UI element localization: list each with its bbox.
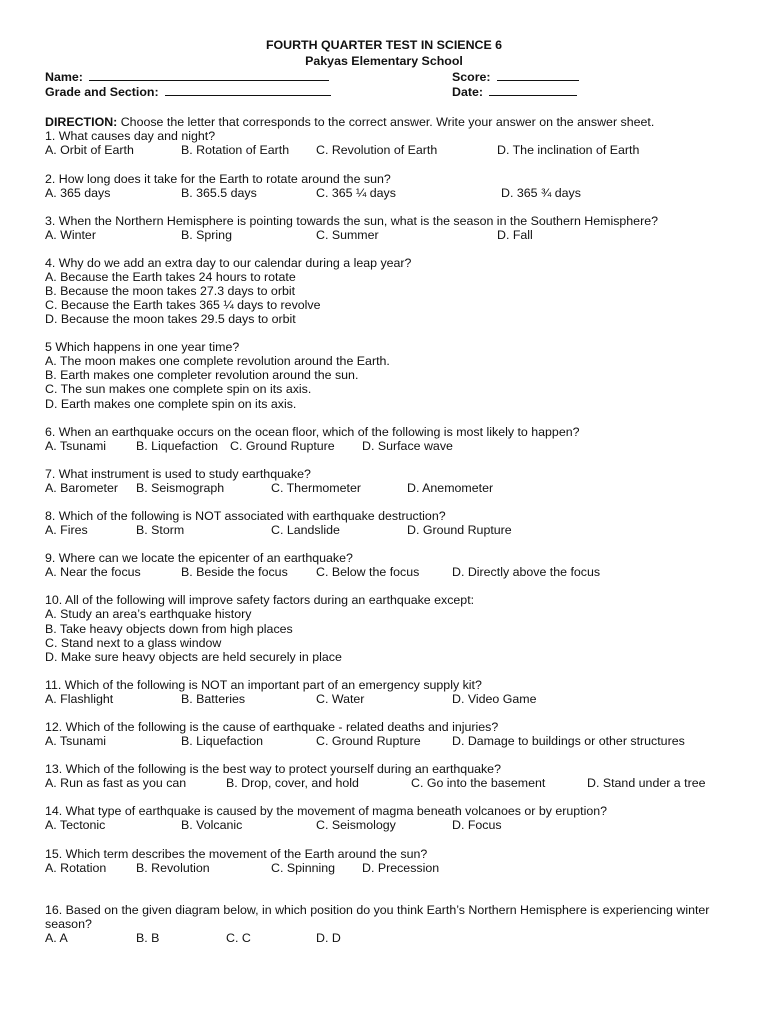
q2-option-c[interactable]: C. 365 ¼ days (316, 186, 396, 200)
q16-option-d[interactable]: D. D (316, 931, 341, 945)
q15-option-a[interactable]: A. Rotation (45, 861, 107, 875)
q4-option-b[interactable]: B. Because the moon takes 27.3 days to orbit (45, 284, 296, 298)
q9-option-b[interactable]: B. Beside the focus (181, 565, 288, 579)
q4-option-a[interactable]: A. Because the Earth takes 24 hours to rotate (45, 270, 296, 284)
date-blank[interactable] (489, 84, 577, 96)
score-field-row (452, 69, 579, 84)
q1-option-b[interactable]: B. Rotation of Earth (181, 143, 290, 157)
q6-option-a[interactable]: A. Tsunami (45, 439, 107, 453)
q8-option-a[interactable]: A. Fires (45, 523, 88, 537)
question-3: 3. When the Northern Hemisphere is pointing towards the sun, what is the season in the Southern Hemisphere? (45, 214, 658, 228)
q10-option-a[interactable]: A. Study an area’s earthquake history (45, 607, 252, 621)
q16-option-c[interactable]: C. C (226, 931, 251, 945)
q9-option-a[interactable]: A. Near the focus (45, 565, 141, 579)
q13-option-d[interactable]: D. Stand under a tree (587, 776, 706, 790)
q3-option-c[interactable]: C. Summer (316, 228, 379, 242)
q12-option-c[interactable]: C. Ground Rupture (316, 734, 421, 748)
question-12: 12. Which of the following is the cause of earthquake - related deaths and injuries? (45, 720, 499, 734)
question-1: 1. What causes day and night? (45, 129, 216, 143)
question-2: 2. How long does it take for the Earth to rotate around the sun? (45, 172, 391, 186)
q8-option-c[interactable]: C. Landslide (271, 523, 340, 537)
question-11: 11. Which of the following is NOT an important part of an emergency supply kit? (45, 678, 482, 692)
grade-field-row (45, 84, 331, 99)
date-label: Date: (452, 85, 483, 99)
school-name: Pakyas Elementary School (305, 54, 463, 68)
q15-option-c[interactable]: C. Spinning (271, 861, 336, 875)
q11-option-b[interactable]: B. Batteries (181, 692, 246, 706)
q11-option-a[interactable]: A. Flashlight (45, 692, 114, 706)
q10-option-b[interactable]: B. Take heavy objects down from high places (45, 622, 293, 636)
name-label: Name: (45, 70, 83, 84)
question-10: 10. All of the following will improve safety factors during an earthquake except: (45, 593, 475, 607)
q3-option-d[interactable]: D. Fall (497, 228, 533, 242)
q7-option-b[interactable]: B. Seismograph (136, 481, 225, 495)
score-label: Score: (452, 70, 491, 84)
q16-option-a[interactable]: A. A (45, 931, 68, 945)
q2-option-b[interactable]: B. 365.5 days (181, 186, 257, 200)
q10-option-d[interactable]: D. Make sure heavy objects are held securely in place (45, 650, 342, 664)
q16-option-b[interactable]: B. B (136, 931, 160, 945)
q15-option-b[interactable]: B. Revolution (136, 861, 210, 875)
question-16: 16. Based on the given diagram below, in which position do you think Earth’s Northern Hemisphere is experiencing winter (45, 903, 710, 917)
q12-option-b[interactable]: B. Liquefaction (181, 734, 263, 748)
q13-option-a[interactable]: A. Run as fast as you can (45, 776, 187, 790)
question-7: 7. What instrument is used to study earthquake? (45, 467, 311, 481)
q2-option-d[interactable]: D. 365 ¾ days (501, 186, 581, 200)
q7-option-a[interactable]: A. Barometer (45, 481, 118, 495)
q6-option-c[interactable]: C. Ground Rupture (230, 439, 335, 453)
grade-label: Grade and Section: (45, 85, 159, 99)
q13-option-c[interactable]: C. Go into the basement (411, 776, 546, 790)
q8-option-b[interactable]: B. Storm (136, 523, 185, 537)
q14-option-a[interactable]: A. Tectonic (45, 818, 106, 832)
direction-text: Choose the letter that corresponds to the correct answer. Write your answer on the answer sheet. (120, 115, 655, 129)
direction (45, 115, 654, 129)
q1-option-c[interactable]: C. Revolution of Earth (316, 143, 438, 157)
q11-option-c[interactable]: C. Water (316, 692, 365, 706)
question-13: 13. Which of the following is the best way to protect yourself during an earthquake? (45, 762, 501, 776)
q5-option-a[interactable]: A. The moon makes one complete revolution around the Earth. (45, 354, 390, 368)
q9-option-c[interactable]: C. Below the focus (316, 565, 420, 579)
q6-option-d[interactable]: D. Surface wave (362, 439, 453, 453)
question-6: 6. When an earthquake occurs on the ocean floor, which of the following is most likely to happen? (45, 425, 580, 439)
q10-option-c[interactable]: C. Stand next to a glass window (45, 636, 222, 650)
direction-label: DIRECTION: (45, 115, 118, 129)
q1-option-a[interactable]: A. Orbit of Earth (45, 143, 134, 157)
q11-option-d[interactable]: D. Video Game (452, 692, 537, 706)
q4-option-c[interactable]: C. Because the Earth takes 365 ¼ days to revolve (45, 298, 321, 312)
q5-option-c[interactable]: C. The sun makes one complete spin on its axis. (45, 382, 312, 396)
test-title: FOURTH QUARTER TEST IN SCIENCE 6 (265, 38, 503, 52)
question-8: 8. Which of the following is NOT associated with earthquake destruction? (45, 509, 446, 523)
question-5: 5 Which happens in one year time? (45, 340, 240, 354)
q8-option-d[interactable]: D. Ground Rupture (407, 523, 512, 537)
q15-option-d[interactable]: D. Precession (362, 861, 440, 875)
q14-option-c[interactable]: C. Seismology (316, 818, 396, 832)
q5-option-d[interactable]: D. Earth makes one complete spin on its axis. (45, 397, 297, 411)
q14-option-b[interactable]: B. Volcanic (181, 818, 243, 832)
q3-option-b[interactable]: B. Spring (181, 228, 232, 242)
q14-option-d[interactable]: D. Focus (452, 818, 502, 832)
q9-option-d[interactable]: D. Directly above the focus (452, 565, 601, 579)
q7-option-c[interactable]: C. Thermometer (271, 481, 361, 495)
q4-option-d[interactable]: D. Because the moon takes 29.5 days to orbit (45, 312, 296, 326)
q1-option-d[interactable]: D. The inclination of Earth (497, 143, 640, 157)
q5-option-b[interactable]: B. Earth makes one completer revolution around the sun. (45, 368, 359, 382)
question-15: 15. Which term describes the movement of the Earth around the sun? (45, 847, 428, 861)
q13-option-b[interactable]: B. Drop, cover, and hold (226, 776, 359, 790)
name-field-row (45, 69, 329, 84)
q6-option-b[interactable]: B. Liquefaction (136, 439, 218, 453)
q3-option-a[interactable]: A. Winter (45, 228, 96, 242)
q2-option-a[interactable]: A. 365 days (45, 186, 111, 200)
q7-option-d[interactable]: D. Anemometer (407, 481, 494, 495)
question-14: 14. What type of earthquake is caused by the movement of magma beneath volcanoes or by eruption? (45, 804, 608, 818)
question-16-continued: season? (45, 917, 92, 931)
name-blank[interactable] (89, 69, 329, 81)
question-4: 4. Why do we add an extra day to our calendar during a leap year? (45, 256, 412, 270)
grade-blank[interactable] (165, 84, 331, 96)
q12-option-a[interactable]: A. Tsunami (45, 734, 107, 748)
date-field-row (452, 84, 577, 99)
score-blank[interactable] (497, 69, 579, 81)
q12-option-d[interactable]: D. Damage to buildings or other structures (452, 734, 685, 748)
question-9: 9. Where can we locate the epicenter of an earthquake? (45, 551, 353, 565)
